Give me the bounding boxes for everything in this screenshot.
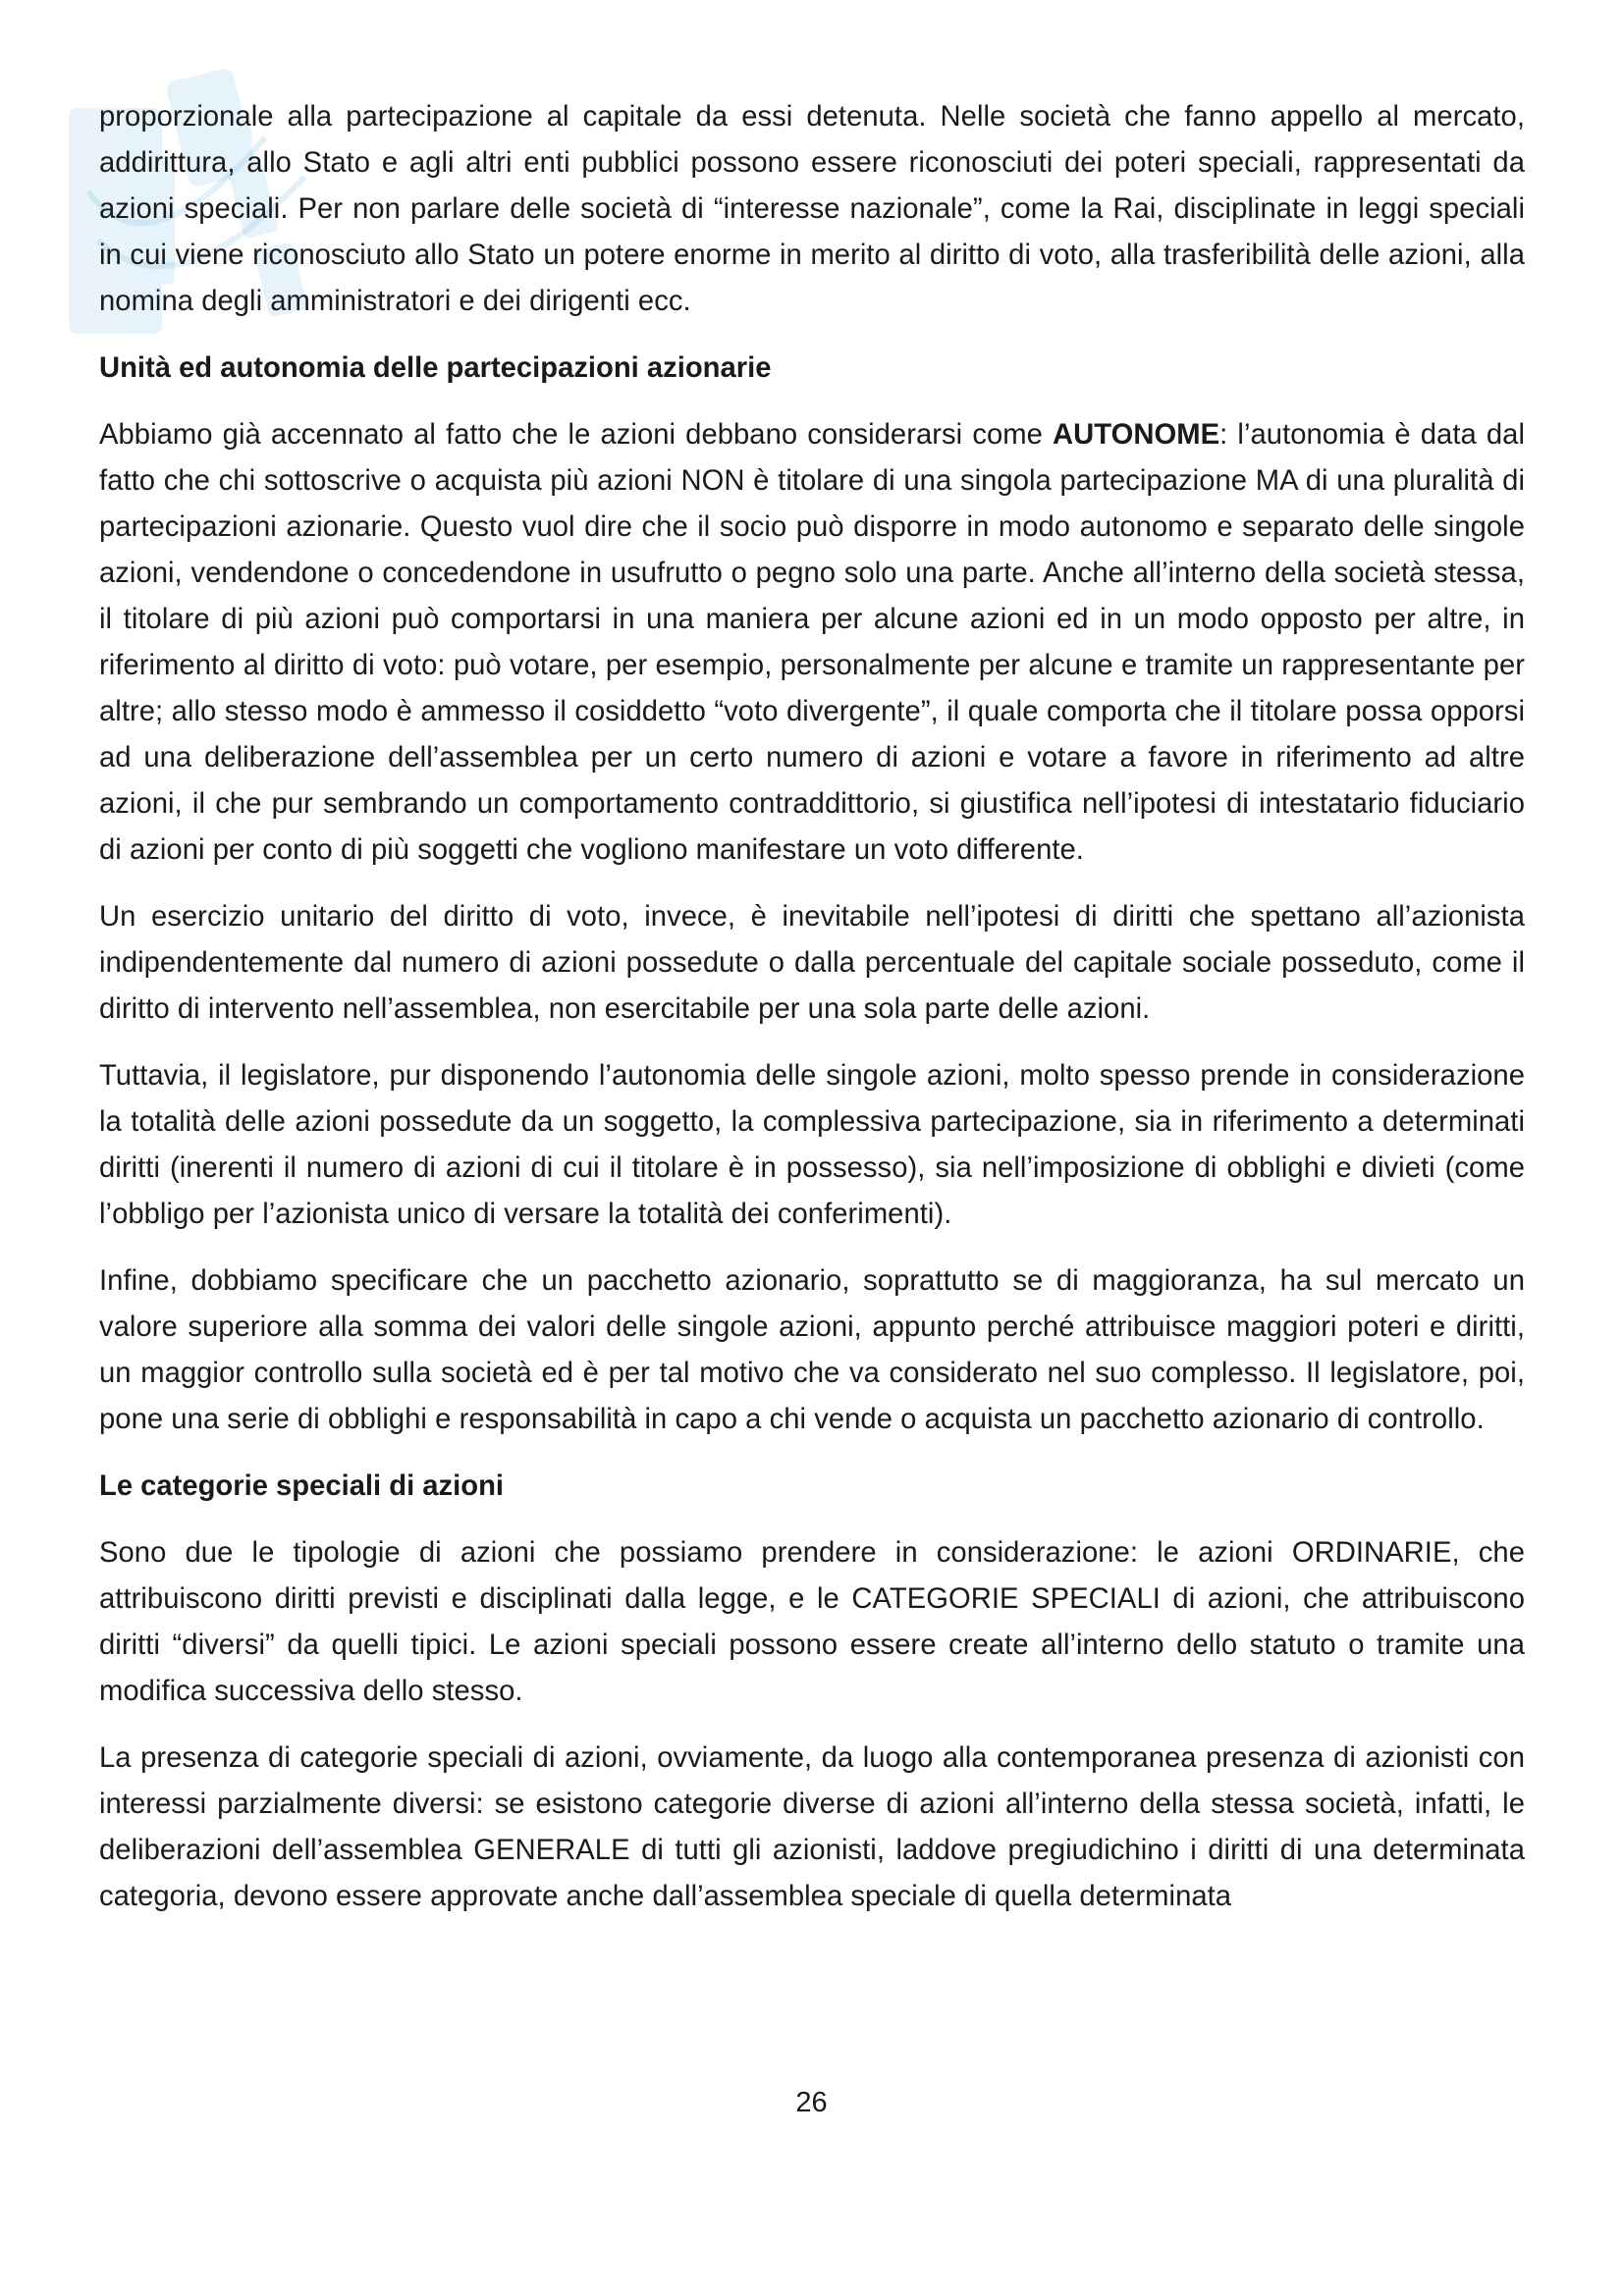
document-body: [99, 94, 1525, 1941]
text-run: Abbiamo già accennato al fatto che le azioni debbano considerarsi come: [99, 419, 1054, 451]
paragraph: [99, 894, 1525, 1033]
text-run: Un esercizio unitario del diritto di voto, invece, è inevitabile nell’ipotesi di diritti che spettano all’azionista indipendentemente dal numero di azioni possedute o dalla percentuale del capitale sociale posseduto, come il diritto di intervento nell’assemblea, non esercitabile per una sola parte delle azioni.: [99, 901, 1525, 1025]
paragraph: [99, 1258, 1525, 1443]
paragraph: [99, 412, 1525, 874]
text-run: Infine, dobbiamo specificare che un pacchetto azionario, soprattutto se di maggioranza, ha sul mercato un valore superiore alla somma dei valori delle singole azioni, appunto perché attribuisce maggiori poteri e diritti, un maggior controllo sulla società ed è per tal motivo che va considerato nel suo complesso. Il legislatore, poi, pone una serie di obblighi e responsabilità in capo a chi vende o acquista un pacchetto azionario di controllo.: [99, 1265, 1525, 1435]
text-run: : l’autonomia è data dal fatto che chi sottoscrive o acquista più azioni NON è titolare di una singola partecipazione MA di una pluralità di partecipazioni azionarie. Questo vuol dire che il socio può disporre in modo autonomo e separato delle singole azioni, vendendone o concedendone in usufrutto o pegno solo una parte. Anche all’interno della società stessa, il titolare di più azioni può comportarsi in una maniera per alcune azioni ed in un modo opposto per altre, in riferimento al diritto di voto: può votare, per esempio, personalmente per alcune e tramite un rappresentante per altre; allo stesso modo è ammesso il cosiddetto “voto divergente”, il quale comporta che il titolare possa opporsi ad una deliberazione dell’assemblea per un certo numero di azioni e votare a favore in riferimento ad altre azioni, il che pur sembrando un comportamento contraddittorio, si giustifica nell’ipotesi di intestatario fiduciario di azioni per conto di più soggetti che vogliono manifestare un voto differente.: [99, 419, 1525, 866]
text-run: Sono due le tipologie di azioni che possiamo prendere in considerazione: le azioni ORDINARIE, che attribuiscono diritti previsti e disciplinati dalla legge, e le CATEGORIE SPECIALI di azioni, che attribuiscono diritti “diversi” da quelli tipici. Le azioni speciali possono essere create all’interno dello statuto o tramite una modifica successiva dello stesso.: [99, 1537, 1525, 1707]
paragraph: [99, 1530, 1525, 1715]
text-run: proporzionale alla partecipazione al capitale da essi detenuta. Nelle società che fanno appello al mercato, addirittura, allo Stato e agli altri enti pubblici possono essere riconosciuti dei poteri speciali, rappresentati da azioni speciali. Per non parlare delle società di “interesse nazionale”, come la Rai, disciplinate in leggi speciali in cui viene riconosciuto allo Stato un potere enorme in merito al diritto di voto, alla trasferibilità delle azioni, alla nomina degli amministratori e dei dirigenti ecc.: [99, 101, 1525, 317]
bold-term: AUTONOME: [1053, 419, 1220, 451]
paragraph: [99, 94, 1525, 325]
text-run: Tuttavia, il legislatore, pur disponendo l’autonomia delle singole azioni, molto spesso prende in considerazione la totalità delle azioni possedute da un soggetto, la complessiva partecipazione, sia in riferimento a determinati diritti (inerenti il numero di azioni di cui il titolare è in possesso), sia nell’imposizione di obblighi e divieti (come l’obbligo per l’azionista unico di versare la totalità dei conferimenti).: [99, 1060, 1525, 1230]
text-run: La presenza di categorie speciali di azioni, ovviamente, da luogo alla contemporanea presenza di azionisti con interessi parzialmente diversi: se esistono categorie diverse di azioni all’interno della stessa società, infatti, le deliberazioni dell’assemblea GENERALE di tutti gli azionisti, laddove pregiudichino i diritti di una determinata categoria, devono essere approvate anche dall’assemblea speciale di quella determinata: [99, 1742, 1525, 1912]
section-heading: Unità ed autonomia delle partecipazioni azionarie: [99, 352, 772, 384]
page-number: 26: [795, 2087, 828, 2118]
paragraph: [99, 1735, 1525, 1920]
paragraph: [99, 1053, 1525, 1238]
section-heading: Le categorie speciali di azioni: [99, 1470, 505, 1502]
